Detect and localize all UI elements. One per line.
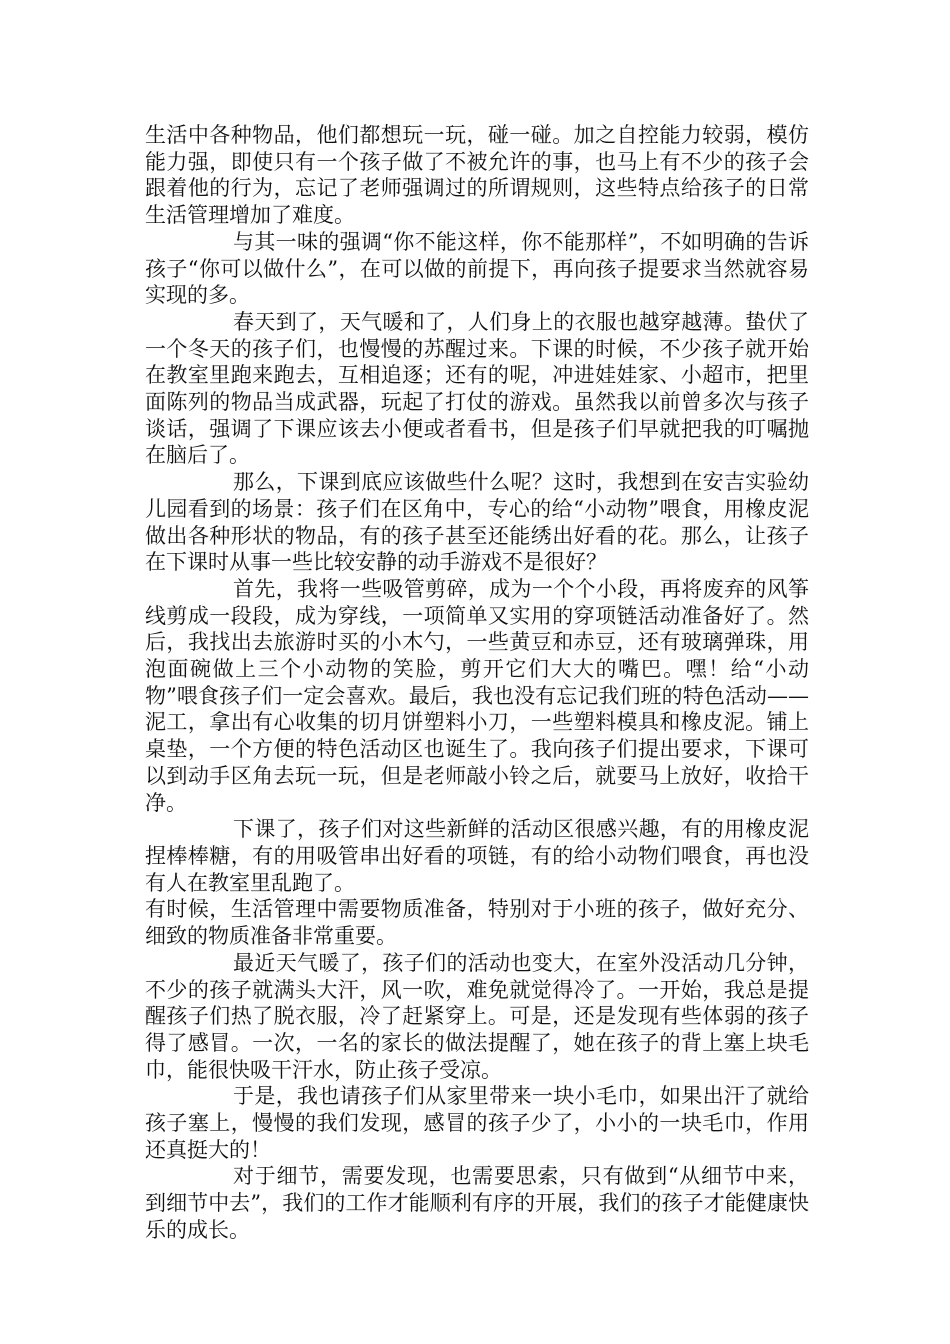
paragraph-7: 有时候，生活管理中需要物质准备，特别对于小班的孩子，做好充分、细致的物质准备非常重要。 (145, 897, 809, 949)
paragraph-6: 下课了，孩子们对这些新鲜的活动区很感兴趣，有的用橡皮泥捏棒棒糖，有的用吸管串出好看的项链，有的给小动物们喂食，再也没有人在教室里乱跑了。 (145, 817, 809, 895)
paragraph-1: 生活中各种物品，他们都想玩一玩，碰一碰。加之自控能力较弱，模仿能力强，即使只有一个孩子做了不被允许的事，也马上有不少的孩子会跟着他的行为，忘记了老师强调过的所谓规则，这些特点给孩子的日常生活管理增加了难度。 (145, 123, 809, 228)
document-body (145, 122, 809, 1244)
paragraph-8: 最近天气暖了，孩子们的活动也变大，在室外没活动几分钟，不少的孩子就满头大汗，风一吹，难免就觉得冷了。一开始，我总是提醒孩子们热了脱衣服，冷了赶紧穿上。可是，还是发现有些体弱的孩子得了感冒。一次，一名的家长的做法提醒了，她在孩子的背上塞上块毛巾，能很快吸干汗水，防止孩子受凉。 (145, 950, 809, 1082)
paragraph-9: 于是，我也请孩子们从家里带来一块小毛巾，如果出汗了就给孩子塞上，慢慢的我们发现，感冒的孩子少了，小小的一块毛巾，作用还真挺大的！ (145, 1084, 809, 1162)
paragraph-4: 那么，下课到底应该做些什么呢？这时，我想到在安吉实验幼儿园看到的场景：孩子们在区角中，专心的给“小动物”喂食，用橡皮泥做出各种形状的物品，有的孩子甚至还能绣出好看的花。那么，让孩子在下课时从事一些比较安静的动手游戏不是很好？ (145, 470, 809, 575)
paragraph-5: 首先，我将一些吸管剪碎，成为一个个小段，再将废弃的风筝线剪成一段段，成为穿线，一项简单又实用的穿项链活动准备好了。然后，我找出去旅游时买的小木勺，一些黄豆和赤豆，还有玻璃弹珠，用泡面碗做上三个小动物的笑脸，剪开它们大大的嘴巴。嘿！给“小动物”喂食孩子们一定会喜欢。最后，我也没有忘记我们班的特色活动——泥工，拿出有心收集的切月饼塑料小刀，一些塑料模具和橡皮泥。铺上桌垫，一个方便的特色活动区也诞生了。我向孩子们提出要求，下课可以到动手区角去玩一玩，但是老师敲小铃之后，就要马上放好，收拾干净。 (145, 576, 809, 815)
paragraph-2: 与其一味的强调“你不能这样，你不能那样”，不如明确的告诉孩子“你可以做什么”，在可以做的前提下，再向孩子提要求当然就容易实现的多。 (145, 229, 809, 308)
paragraph-10: 对于细节，需要发现，也需要思索，只有做到“从细节中来，到细节中去”，我们的工作才能顺利有序的开展，我们的孩子才能健康快乐的成长。 (145, 1164, 809, 1242)
paragraph-3: 春天到了，天气暖和了，人们身上的衣服也越穿越薄。蛰伏了一个冬天的孩子们，也慢慢的苏醒过来。下课的时候，不少孩子就开始在教室里跑来跑去，互相追逐；还有的呢，冲进娃娃家、小超市，把里面陈列的物品当成武器，玩起了打仗的游戏。虽然我以前曾多次与孩子谈话，强调了下课应该去小便或者看书，但是孩子们早就把我的叮嘱抛在脑后了。 (145, 309, 809, 468)
